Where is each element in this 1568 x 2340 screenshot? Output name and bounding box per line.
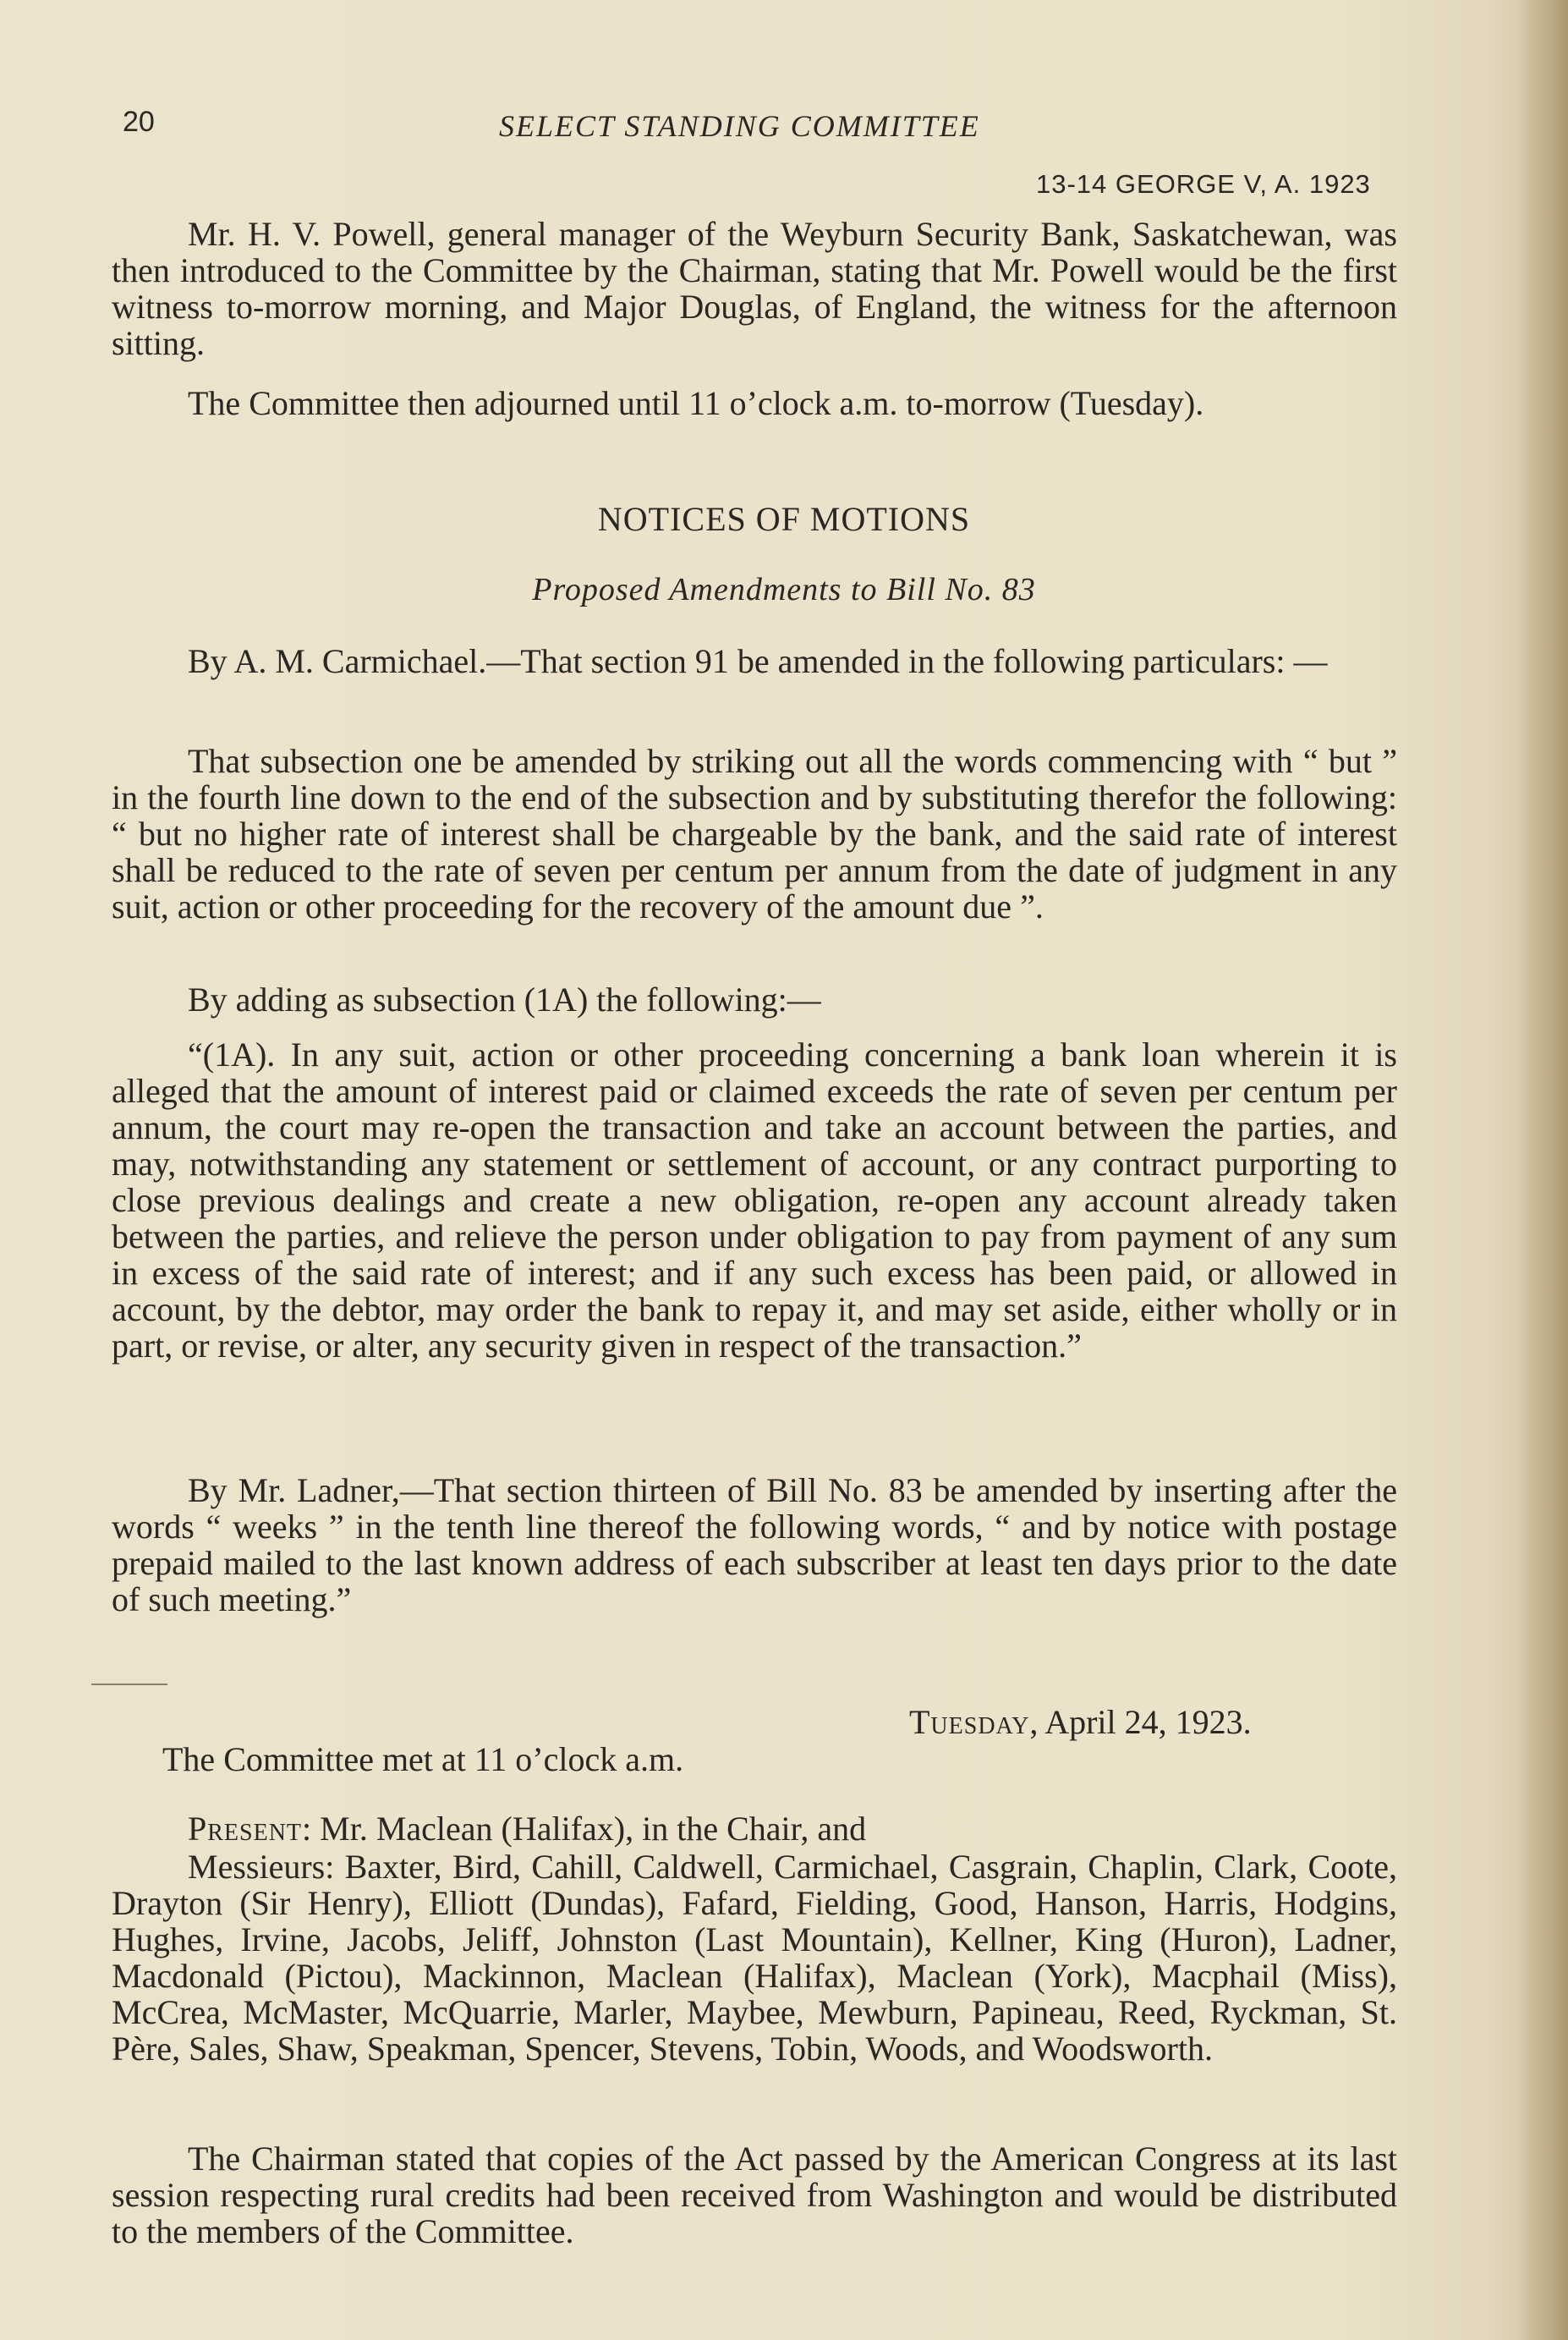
- paragraph-adding-subsection: By adding as subsection (1A) the following:—: [188, 980, 821, 1019]
- paragraph-carmichael: By A. M. Carmichael.—That section 91 be amended in the following particulars: —: [188, 642, 1328, 680]
- paragraph-subsection-one: That subsection one be amended by striking out all the words commencing with “ but ” in the fourth line down to the end of the subsection and by substituting therefor the following: “ but no higher rate of interest shall be chargeable by the bank, and the said rate of interest shall be reduced to the rate of seven per centum per annum from the date of judgment in any suit, action or other proceeding for the recovery of the amount due ”.: [112, 742, 1397, 926]
- divider: [91, 1684, 167, 1685]
- paragraph-chairman: The Chairman stated that copies of the Act passed by the American Congress at its last session respecting rural credits had been received from Washington and would be distributed to the members of the Committee.: [112, 2140, 1397, 2250]
- regnal-year: 13-14 GEORGE V, A. 1923: [1036, 169, 1371, 199]
- running-head: SELECT STANDING COMMITTEE: [499, 109, 980, 143]
- paragraph-powell: Mr. H. V. Powell, general manager of the Weyburn Security Bank, Saskatchewan, was then introduced to the Committee by the Chairman, stating that Mr. Powell would be the first witness to-morrow morning, and Major Douglas, of England, the witness for the afternoon sitting.: [112, 215, 1397, 362]
- page-edge-shadow: [1517, 0, 1568, 2340]
- paragraph-subsection-1a: “(1A). In any suit, action or other proceeding concerning a bank loan wherein it is alleged that the amount of interest paid or claimed exceeds the rate of seven per centum per annum, the court may re-open the transaction and take an account between the parties, and may, notwithstanding any statement or settlement of account, or any contract purporting to close previous dealings and create a new obligation, re-open any account already taken between the parties, and relieve the person under obligation to pay from payment of any sum in excess of the said rate of interest; and if any such excess has been paid, or allowed in account, by the debtor, may order the bank to repay it, and may set aside, either wholly or in part, or revise, or alter, any security given in respect of the transaction.”: [112, 1035, 1397, 1365]
- paragraph-present: Present: Mr. Maclean (Halifax), in the Chair, and: [188, 1810, 867, 1848]
- paragraph-adjourned: The Committee then adjourned until 11 o’clock a.m. to-morrow (Tuesday).: [188, 384, 1204, 422]
- paragraph-ladner: By Mr. Ladner,—That section thirteen of Bill No. 83 be amended by inserting after the words “ weeks ” in the tenth line thereof the following words, “ and by notice with postage prepaid mailed to the last known address of each subscriber at least ten days prior to the date of such meeting.”: [112, 1471, 1397, 1618]
- paragraph-members: Messieurs: Baxter, Bird, Cahill, Caldwell, Carmichael, Casgrain, Chaplin, Clark, Coote, Drayton (Sir Henry), Elliott (Dundas), Fafard, Fielding, Good, Hanson, Harris, Hodgins, Hughes, Irvine, Jacobs, Jeliff, Johnston (Last Mountain), Kellner, King (Huron), Ladner, Macdonald (Pictou), Mackinnon, Maclean (Halifax), Maclean (York), Macphail (Miss), McCrea, McMaster, McQuarrie, Marler, Maybee, Mewburn, Papineau, Reed, Ryckman, St. Père, Sales, Shaw, Speakman, Spencer, Stevens, Tobin, Woods, and Woodsworth.: [112, 1848, 1397, 2068]
- proposed-amendments-title: Proposed Amendments to Bill No. 83: [532, 572, 1036, 607]
- meeting-date: Tuesday, April 24, 1923.: [909, 1703, 1252, 1741]
- page-number: 20: [123, 106, 155, 138]
- notices-of-motions-title: NOTICES OF MOTIONS: [597, 500, 971, 538]
- present-label: Present: [188, 1810, 303, 1848]
- paragraph-committee-met: The Committee met at 11 o’clock a.m.: [162, 1740, 684, 1778]
